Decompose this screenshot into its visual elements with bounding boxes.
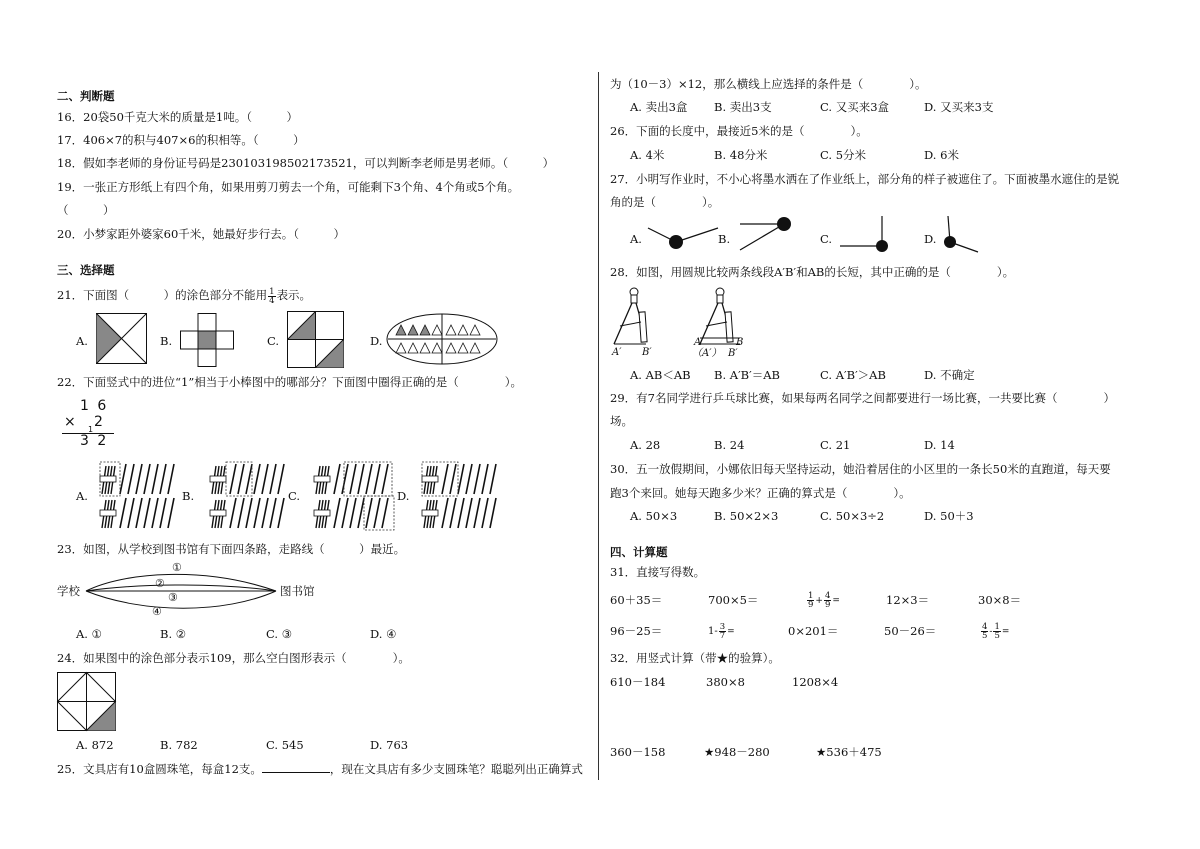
stick <box>144 498 150 528</box>
q29-option-c: C. 21 <box>820 438 851 452</box>
q25-option-a: A. 卖出3盒 <box>630 100 688 114</box>
stick <box>262 498 268 528</box>
frac-num: 4 <box>982 621 988 632</box>
stick <box>366 498 372 528</box>
q22-sticks-b <box>206 460 292 532</box>
q23-routes-diagram <box>84 562 280 618</box>
vertical-result: 3 2 <box>80 433 109 449</box>
stick <box>374 464 380 494</box>
question-27-cont: 角的是（ ）。 <box>610 195 720 209</box>
q25-option-d: D. 又买来3支 <box>924 100 994 114</box>
stick <box>382 498 388 528</box>
stick <box>342 498 348 528</box>
q22-option-a: A. <box>76 489 88 503</box>
question-18: 18．假如李老师的身份证号码是230103198502173521，可以判断李老师是男老师。（ ） <box>57 156 555 170</box>
q21-figure-b <box>180 313 234 367</box>
q22-sticks-c <box>310 460 396 532</box>
frac-den: 7 <box>719 630 726 641</box>
q30-option-c: C. 50×3÷2 <box>820 509 885 523</box>
stick <box>278 498 284 528</box>
stick <box>450 464 456 494</box>
q24-option-b: B. 782 <box>160 738 198 752</box>
stick <box>136 498 142 528</box>
stick <box>382 464 388 494</box>
frac-op: - <box>989 627 993 637</box>
question-23: 23．如图，从学校到图书馆有下面四条路，走路线（ ）最近。 <box>57 542 406 556</box>
stick <box>160 498 166 528</box>
q22-option-b: B. <box>182 489 195 503</box>
q23-option-a: A. ① <box>76 627 102 641</box>
q30-option-a: A. 50×3 <box>630 509 678 523</box>
column-divider <box>598 72 599 780</box>
stick <box>270 498 276 528</box>
stick <box>366 464 372 494</box>
question-21-tail: 表示。 <box>276 288 312 302</box>
q28-compass-2 <box>694 286 754 350</box>
question-16: 16．20袋50千克大米的质量是1吨。（ ） <box>57 110 298 124</box>
stick <box>238 498 244 528</box>
vertical-calc-4: 360－158 <box>610 745 666 759</box>
q28-option-d: D. 不确定 <box>924 368 975 382</box>
question-25-text-cont: ，现在文具店有多少支圆珠笔？聪聪列出正确算式 <box>329 762 583 776</box>
q29-option-d: D. 14 <box>924 438 955 452</box>
frac-num: 3 <box>719 621 726 632</box>
stick <box>466 464 472 494</box>
vertical-multiply-sign: × <box>64 414 76 430</box>
stick <box>128 498 134 528</box>
question-22: 22．下面竖式中的进位“1”相当于小棒图中的哪部分？下面图中圈得正确的是（ ）。 <box>57 375 522 389</box>
stick <box>474 464 480 494</box>
stick <box>350 498 356 528</box>
question-25-text: 25．文具店有10盒圆珠笔，每盒12支。 <box>57 762 262 776</box>
q23-option-b: B. ② <box>160 627 187 641</box>
stick-bundle <box>210 500 226 528</box>
route-2-label: ② <box>155 577 165 590</box>
label-b-2: B <box>736 337 744 348</box>
question-31: 31．直接写得数。 <box>610 565 706 579</box>
stick <box>474 498 480 528</box>
stick <box>168 498 174 528</box>
vertical-calc-5-star: ★948－280 <box>704 745 770 759</box>
q21-figure-d <box>386 313 498 365</box>
frac-den: 5 <box>982 630 988 641</box>
stick-bundle <box>422 500 438 528</box>
calc-10-fraction <box>980 619 1009 643</box>
vertical-calc-6-star: ★536＋475 <box>816 745 882 759</box>
q21-option-a: A. <box>76 334 88 348</box>
q21-figure-a <box>96 313 148 365</box>
frac-den: 9 <box>808 599 814 610</box>
question-30-cont: 跑3个来回。她每天跑多少米？正确的算式是（ ）。 <box>610 486 911 500</box>
question-25-continued: 为（10－3）×12，那么横线上应选择的条件是（ ）。 <box>610 77 927 91</box>
question-19-answer: （ ） <box>57 203 115 217</box>
fraction-numerator: 1 <box>269 286 275 297</box>
vertical-bottom-number: 2 <box>94 414 103 430</box>
label-school: 学校 <box>57 584 80 598</box>
q30-option-d: D. 50＋3 <box>924 509 974 523</box>
q28-option-b: B. A′B′＝AB <box>714 368 780 382</box>
frac-num: 1 <box>994 621 1000 632</box>
q25-option-b: B. 卖出3支 <box>714 100 772 114</box>
route-3-label: ③ <box>168 591 178 604</box>
q21-option-d: D. <box>370 334 383 348</box>
stick <box>342 464 348 494</box>
stick-bundle <box>314 500 330 528</box>
frac-op: + <box>815 596 823 606</box>
question-24: 24．如果图中的涂色部分表示109，那么空白图形表示（ ）。 <box>57 651 410 665</box>
calc-7-fraction <box>708 619 735 643</box>
stick <box>490 498 496 528</box>
vertical-calc-1: 610－184 <box>610 675 666 689</box>
q27-angle-a <box>648 222 720 252</box>
stick <box>334 464 340 494</box>
stick <box>128 464 134 494</box>
stick-bundle <box>100 500 116 528</box>
q27-option-b: B. <box>718 232 731 246</box>
calc-5: 30×8＝ <box>978 593 1022 607</box>
frac-eq: = <box>1001 627 1010 637</box>
question-21 <box>57 285 311 305</box>
stick <box>230 498 236 528</box>
stick <box>334 498 340 528</box>
calc-9: 50－26＝ <box>884 624 937 638</box>
stick-bundle <box>210 466 226 494</box>
fraction-denominator: 4 <box>269 295 275 306</box>
question-20: 20．小梦家距外婆家60千米，她最好步行去。（ ） <box>57 227 346 241</box>
question-17: 17．406×7的积与407×6的积相等。（ ） <box>57 133 305 147</box>
stick <box>482 498 488 528</box>
q26-option-d: D. 6米 <box>924 148 959 162</box>
stick <box>152 464 158 494</box>
q25-option-c: C. 又买来3盒 <box>820 100 890 114</box>
q21-option-b: B. <box>160 334 173 348</box>
calc-6: 96－25＝ <box>610 624 663 638</box>
stick <box>152 498 158 528</box>
frac-num: 1 <box>808 590 814 601</box>
q27-option-a: A. <box>630 232 642 246</box>
q27-option-d: D. <box>924 232 937 246</box>
question-29-cont: 场。 <box>610 414 633 428</box>
q24-option-a: A. 872 <box>76 738 114 752</box>
vertical-calc-3: 1208×4 <box>792 675 839 689</box>
q22-sticks-a <box>96 460 182 532</box>
frac-pre: 1- <box>708 626 718 637</box>
stick <box>270 464 276 494</box>
section-title-judge: 二、判断题 <box>57 89 115 103</box>
section-title-choice: 三、选择题 <box>57 263 115 277</box>
question-25 <box>57 761 583 777</box>
question-27: 27．小明写作业时，不小心将墨水洒在了作业纸上，部分角的样子被遮住了。下面被墨水遮住的是锐 <box>610 172 1120 186</box>
frac-den: 9 <box>824 599 831 610</box>
q28-option-c: C. A′B′＞AB <box>820 368 886 382</box>
q27-angle-b <box>738 216 798 256</box>
stick <box>358 498 364 528</box>
q30-option-b: B. 50×2×3 <box>714 509 779 523</box>
q22-sticks-d <box>418 460 504 532</box>
stick <box>168 464 174 494</box>
q21-figure-c <box>287 311 345 369</box>
section-title-calc: 四、计算题 <box>610 545 668 559</box>
question-26: 26．下面的长度中，最接近5米的是（ ）。 <box>610 124 868 138</box>
stick <box>490 464 496 494</box>
q29-option-b: B. 24 <box>714 438 745 452</box>
q28-option-a: A. AB＜AB <box>630 368 691 382</box>
stick <box>278 464 284 494</box>
stick <box>120 498 126 528</box>
stick <box>442 498 448 528</box>
calc-1: 60＋35＝ <box>610 593 663 607</box>
q27-angle-c <box>838 216 898 256</box>
stick <box>160 464 166 494</box>
stick <box>136 464 142 494</box>
q23-option-d: D. ④ <box>370 627 397 641</box>
label-b-prime-1: B′ <box>642 347 652 358</box>
label-b-prime-2: B′ <box>728 348 738 359</box>
stick <box>246 464 252 494</box>
stick <box>374 498 380 528</box>
vertical-calc-2: 380×8 <box>706 675 745 689</box>
calc-3-fraction <box>806 588 840 612</box>
stick <box>254 464 260 494</box>
q22-option-d: D. <box>397 489 410 503</box>
answer-blank[interactable] <box>262 761 330 773</box>
vertical-top-number: 1 6 <box>80 398 109 414</box>
q21-option-c: C. <box>267 334 280 348</box>
label-a-2: A <box>694 337 702 348</box>
stick <box>358 464 364 494</box>
frac-den: 5 <box>994 630 1000 641</box>
stick <box>442 464 448 494</box>
q27-angle-d <box>940 216 984 256</box>
stick <box>230 464 236 494</box>
label-library: 图书馆 <box>280 584 315 598</box>
frac-num: 4 <box>824 590 831 601</box>
q22-option-c: C. <box>288 489 301 503</box>
q24-figure <box>57 672 117 732</box>
question-29: 29．有7名同学进行乒乓球比赛，如果每两名同学之间都要进行一场比赛，一共要比赛（ ） <box>610 391 1115 405</box>
stick <box>450 498 456 528</box>
q27-option-c: C. <box>820 232 833 246</box>
frac-eq: = <box>832 596 840 606</box>
stick <box>350 464 356 494</box>
route-1-label: ① <box>172 561 182 574</box>
question-28: 28．如图，用圆规比较两条线段A′B′和AB的长短，其中正确的是（ ）。 <box>610 265 1015 279</box>
stick <box>246 498 252 528</box>
route-4-label: ④ <box>152 605 162 618</box>
stick-bundle <box>314 466 330 494</box>
q26-option-a: A. 4米 <box>630 148 665 162</box>
q24-option-d: D. 763 <box>370 738 409 752</box>
stick <box>144 464 150 494</box>
q26-option-c: C. 5分米 <box>820 148 867 162</box>
q24-option-c: C. 545 <box>266 738 304 752</box>
q26-option-b: B. 48分米 <box>714 148 768 162</box>
calc-4: 12×3＝ <box>886 593 930 607</box>
q29-option-a: A. 28 <box>630 438 661 452</box>
stick-bundle <box>100 466 116 494</box>
stick <box>458 498 464 528</box>
stick <box>482 464 488 494</box>
q23-option-c: C. ③ <box>266 627 293 641</box>
calc-8: 0×201＝ <box>788 624 839 638</box>
label-a-prime-2: （A′） <box>692 348 722 359</box>
stick <box>458 464 464 494</box>
stick-bundle <box>422 466 438 494</box>
label-a-prime-1: A′ <box>612 347 622 358</box>
stick <box>120 464 126 494</box>
calc-2: 700×5＝ <box>708 593 759 607</box>
stick <box>238 464 244 494</box>
question-32: 32．用竖式计算（带★的验算）。 <box>610 651 780 665</box>
stick <box>466 498 472 528</box>
q28-compass-1 <box>608 286 668 350</box>
fraction-one-quarter <box>268 288 275 305</box>
question-21-text: 21．下面图（ ）的涂色部分不能用 <box>57 288 268 302</box>
frac-eq: = <box>727 627 735 637</box>
stick <box>254 498 260 528</box>
vertical-carry: 1 <box>88 425 94 434</box>
question-19: 19．一张正方形纸上有四个角，如果用剪刀剪去一个角，可能剩下3个角、4个角或5个角。 <box>57 180 520 194</box>
stick <box>262 464 268 494</box>
question-30: 30．五一放假期间，小娜依旧每天坚持运动，她沿着居住的小区里的一条长50米的直跑道，每天要 <box>610 462 1111 476</box>
